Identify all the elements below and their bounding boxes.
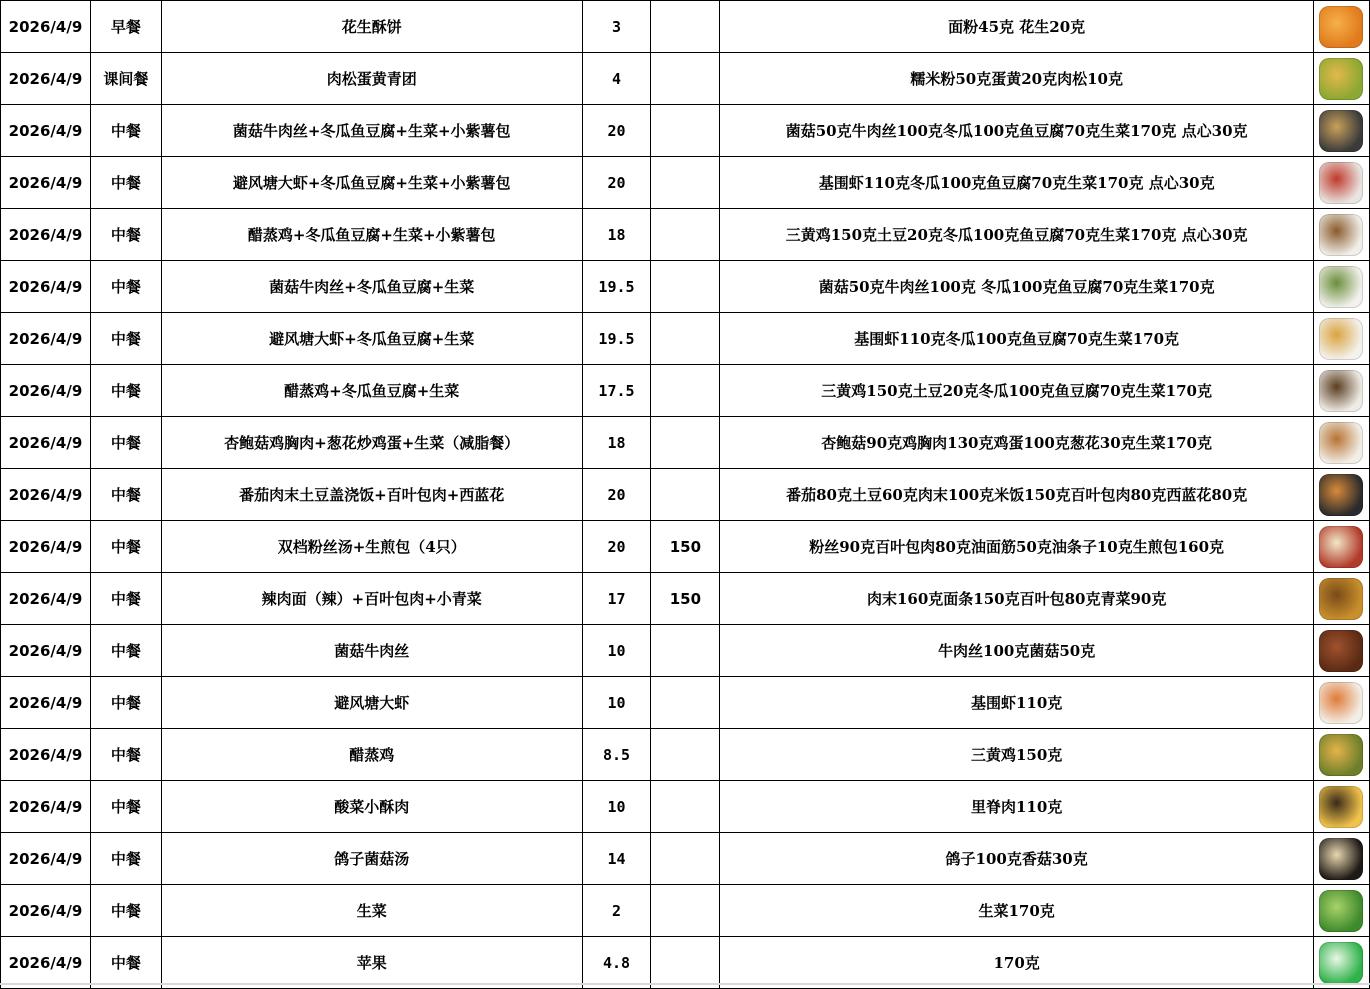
dish-photo-cell[interactable] [1313,885,1369,937]
dish-name-cell[interactable]: 杏鲍菇鸡胸肉+葱花炒鸡蛋+生菜（减脂餐） [161,417,582,469]
meal-type-cell[interactable]: 中餐 [90,157,161,209]
pigeon-soup-icon [1319,838,1363,880]
bento-icon [1319,162,1363,204]
meal-type-cell[interactable]: 中餐 [90,729,161,781]
extra-cell[interactable]: 150 [651,521,720,573]
date-cell[interactable]: 2026/4/9 [1,781,91,833]
ingredients-cell[interactable]: 里脊肉110克 [720,781,1314,833]
ingredients-cell[interactable]: 粉丝90克百叶包肉80克油面筋50克油条子10克生煎包160克 [720,521,1314,573]
ingredients-cell[interactable]: 牛肉丝100克菌菇50克 [720,625,1314,677]
price-cell[interactable]: 18 [582,209,651,261]
dish-photo-cell[interactable] [1313,1,1369,53]
ingredients-cell[interactable]: 肉末160克面条150克百叶包80克青菜90克 [720,573,1314,625]
date-cell[interactable]: 2026/4/9 [1,417,91,469]
extra-cell[interactable] [651,157,720,209]
ingredients-cell[interactable]: 生菜170克 [720,885,1314,937]
meal-type-cell[interactable]: 早餐 [90,1,161,53]
price-cell[interactable]: 4 [582,53,651,105]
table-row [1,781,1370,833]
price-cell[interactable]: 20 [582,521,651,573]
dish-name-cell[interactable]: 鸽子菌菇汤 [161,833,582,885]
bento-icon [1319,422,1363,464]
price-cell[interactable]: 10 [582,625,651,677]
dish-name-cell[interactable]: 双档粉丝汤+生煎包（4只） [161,521,582,573]
date-cell[interactable]: 2026/4/9 [1,677,91,729]
meal-type-cell[interactable]: 中餐 [90,833,161,885]
table-row [1,261,1370,313]
dish-name-cell[interactable]: 避风塘大虾 [161,677,582,729]
date-cell[interactable]: 2026/4/9 [1,365,91,417]
price-cell[interactable]: 19.5 [582,261,651,313]
price-cell[interactable]: 20 [582,105,651,157]
meal-type-cell[interactable]: 中餐 [90,313,161,365]
dish-photo-cell[interactable] [1313,729,1369,781]
dish-photo-cell[interactable] [1313,573,1369,625]
dish-photo-cell[interactable] [1313,365,1369,417]
dish-photo-cell[interactable] [1313,105,1369,157]
table-row [1,365,1370,417]
meal-type-cell[interactable]: 中餐 [90,573,161,625]
table-row [1,53,1370,105]
dish-photo-cell[interactable] [1313,469,1369,521]
qingtuan-icon [1319,58,1363,100]
meal-type-cell[interactable]: 课间餐 [90,53,161,105]
date-cell[interactable]: 2026/4/9 [1,937,91,989]
noodle-bowl-icon [1319,578,1363,620]
dish-photo-cell[interactable] [1313,157,1369,209]
meal-type-cell[interactable]: 中餐 [90,469,161,521]
price-cell[interactable]: 17 [582,573,651,625]
pastry-icon [1319,6,1363,48]
meal-type-cell[interactable]: 中餐 [90,417,161,469]
dish-name-cell[interactable]: 醋蒸鸡 [161,729,582,781]
dish-photo-cell[interactable] [1313,625,1369,677]
meal-type-cell[interactable]: 中餐 [90,625,161,677]
extra-cell[interactable] [651,313,720,365]
dish-name-cell[interactable]: 菌菇牛肉丝+冬瓜鱼豆腐+生菜+小紫薯包 [161,105,582,157]
price-cell[interactable]: 20 [582,157,651,209]
date-cell[interactable]: 2026/4/9 [1,157,91,209]
table-row [1,833,1370,885]
price-cell[interactable]: 19.5 [582,313,651,365]
table-row [1,521,1370,573]
table-row [1,1,1370,53]
date-cell[interactable]: 2026/4/9 [1,573,91,625]
extra-cell[interactable] [651,469,720,521]
ingredients-cell[interactable]: 三黄鸡150克土豆20克冬瓜100克鱼豆腐70克生菜170克 [720,365,1314,417]
extra-cell[interactable] [651,365,720,417]
ingredients-cell[interactable]: 杏鲍菇90克鸡胸肉130克鸡蛋100克葱花30克生菜170克 [720,417,1314,469]
fried-pork-icon [1319,786,1363,828]
ingredients-cell[interactable]: 鸽子100克香菇30克 [720,833,1314,885]
dish-name-cell[interactable]: 辣肉面（辣）+百叶包肉+小青菜 [161,573,582,625]
ingredients-cell[interactable]: 基围虾110克冬瓜100克鱼豆腐70克生菜170克 点心30克 [720,157,1314,209]
meal-type-cell[interactable]: 中餐 [90,937,161,989]
dish-name-cell[interactable]: 花生酥饼 [161,1,582,53]
date-cell[interactable]: 2026/4/9 [1,105,91,157]
date-cell[interactable]: 2026/4/9 [1,625,91,677]
meal-type-cell[interactable]: 中餐 [90,365,161,417]
extra-cell[interactable] [651,937,720,989]
date-cell[interactable]: 2026/4/9 [1,313,91,365]
bento-icon [1319,266,1363,308]
dish-name-cell[interactable]: 生菜 [161,885,582,937]
table-row [1,313,1370,365]
shrimp-plate-icon [1319,682,1363,724]
dish-photo-cell[interactable] [1313,677,1369,729]
dish-name-cell[interactable]: 番茄肉末土豆盖浇饭+百叶包肉+西蓝花 [161,469,582,521]
ingredients-cell[interactable]: 基围虾110克冬瓜100克鱼豆腐70克生菜170克 [720,313,1314,365]
price-cell[interactable]: 2 [582,885,651,937]
extra-cell[interactable]: 150 [651,573,720,625]
price-cell[interactable]: 14 [582,833,651,885]
price-cell[interactable]: 17.5 [582,365,651,417]
dish-name-cell[interactable]: 菌菇牛肉丝 [161,625,582,677]
price-cell[interactable]: 4.8 [582,937,651,989]
ingredients-cell[interactable]: 基围虾110克 [720,677,1314,729]
table-row [1,677,1370,729]
dish-photo-cell[interactable] [1313,261,1369,313]
table-row [1,417,1370,469]
meal-type-cell[interactable]: 中餐 [90,261,161,313]
rice-plate-icon [1319,474,1363,516]
ingredients-cell[interactable]: 170克 [720,937,1314,989]
price-cell[interactable]: 3 [582,1,651,53]
date-cell[interactable]: 2026/4/9 [1,729,91,781]
ingredients-cell[interactable]: 面粉45克 花生20克 [720,1,1314,53]
date-cell[interactable]: 2026/4/9 [1,209,91,261]
table-row [1,105,1370,157]
table-row [1,209,1370,261]
date-cell[interactable]: 2026/4/9 [1,469,91,521]
soup-bowl-icon [1319,526,1363,568]
dish-photo-cell[interactable] [1313,521,1369,573]
extra-cell[interactable] [651,729,720,781]
meal-type-cell[interactable]: 中餐 [90,885,161,937]
price-cell[interactable]: 20 [582,469,651,521]
chicken-plate-icon [1319,734,1363,776]
bento-icon [1319,370,1363,412]
dish-name-cell[interactable]: 醋蒸鸡+冬瓜鱼豆腐+生菜 [161,365,582,417]
apple-package-icon [1319,942,1363,984]
dish-photo-cell[interactable] [1313,781,1369,833]
dish-name-cell[interactable]: 醋蒸鸡+冬瓜鱼豆腐+生菜+小紫薯包 [161,209,582,261]
bento-icon [1319,110,1363,152]
meal-type-cell[interactable]: 中餐 [90,521,161,573]
date-cell[interactable]: 2026/4/9 [1,53,91,105]
dish-name-cell[interactable]: 菌菇牛肉丝+冬瓜鱼豆腐+生菜 [161,261,582,313]
dish-photo-cell[interactable] [1313,209,1369,261]
table-row [1,729,1370,781]
extra-cell[interactable] [651,833,720,885]
lettuce-icon [1319,890,1363,932]
extra-cell[interactable] [651,885,720,937]
extra-cell[interactable] [651,677,720,729]
extra-cell[interactable] [651,209,720,261]
date-cell[interactable]: 2026/4/9 [1,1,91,53]
date-cell[interactable]: 2026/4/9 [1,521,91,573]
ingredients-cell[interactable]: 三黄鸡150克 [720,729,1314,781]
dish-photo-cell[interactable] [1313,53,1369,105]
table-row [1,157,1370,209]
price-cell[interactable]: 10 [582,677,651,729]
table-row [1,937,1370,989]
ingredients-cell[interactable]: 菌菇50克牛肉丝100克 冬瓜100克鱼豆腐70克生菜170克 [720,261,1314,313]
dish-photo-cell[interactable] [1313,937,1369,989]
price-cell[interactable]: 10 [582,781,651,833]
dish-photo-cell[interactable] [1313,417,1369,469]
date-cell[interactable]: 2026/4/9 [1,833,91,885]
extra-cell[interactable] [651,1,720,53]
table-row [1,573,1370,625]
stir-fry-icon [1319,630,1363,672]
dish-photo-cell[interactable] [1313,313,1369,365]
extra-cell[interactable] [651,53,720,105]
date-cell[interactable]: 2026/4/9 [1,261,91,313]
price-cell[interactable]: 8.5 [582,729,651,781]
table-row [1,469,1370,521]
ingredients-cell[interactable]: 菌菇50克牛肉丝100克冬瓜100克鱼豆腐70克生菜170克 点心30克 [720,105,1314,157]
extra-cell[interactable] [651,105,720,157]
meal-type-cell[interactable]: 中餐 [90,781,161,833]
table-row [1,885,1370,937]
dish-name-cell[interactable]: 避风塘大虾+冬瓜鱼豆腐+生菜 [161,313,582,365]
ingredients-cell[interactable]: 糯米粉50克蛋黄20克肉松10克 [720,53,1314,105]
dish-name-cell[interactable]: 肉松蛋黄青团 [161,53,582,105]
ingredients-cell[interactable]: 番茄80克土豆60克肉末100克米饭150克百叶包肉80克西蓝花80克 [720,469,1314,521]
extra-cell[interactable] [651,261,720,313]
table-row [1,625,1370,677]
meal-type-cell[interactable]: 中餐 [90,105,161,157]
dish-name-cell[interactable]: 苹果 [161,937,582,989]
bento-icon [1319,214,1363,256]
meal-type-cell[interactable]: 中餐 [90,677,161,729]
dish-name-cell[interactable]: 酸菜小酥肉 [161,781,582,833]
extra-cell[interactable] [651,781,720,833]
extra-cell[interactable] [651,625,720,677]
extra-cell[interactable] [651,417,720,469]
bento-icon [1319,318,1363,360]
dish-name-cell[interactable]: 避风塘大虾+冬瓜鱼豆腐+生菜+小紫薯包 [161,157,582,209]
price-cell[interactable]: 18 [582,417,651,469]
meal-type-cell[interactable]: 中餐 [90,209,161,261]
date-cell[interactable]: 2026/4/9 [1,885,91,937]
ingredients-cell[interactable]: 三黄鸡150克土豆20克冬瓜100克鱼豆腐70克生菜170克 点心30克 [720,209,1314,261]
dish-photo-cell[interactable] [1313,833,1369,885]
